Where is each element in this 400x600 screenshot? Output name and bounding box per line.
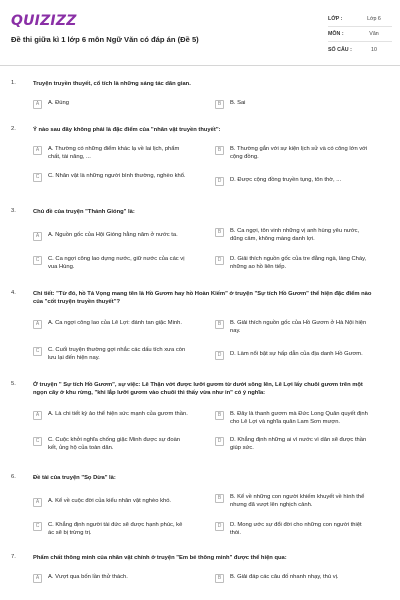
option-a[interactable] bbox=[33, 498, 188, 507]
option-c[interactable] bbox=[33, 437, 188, 452]
option-text: B. Sai bbox=[230, 100, 246, 106]
question-text: Chi tiết: "Từ đó, hồ Tả Vọng mang tên là Hồ Gươm hay hồ Hoàn Kiếm" ở truyện "Sự tích Hồ Gươm" thể hiện đặc điểm nào của "cốt truyện truyền thuyết"? bbox=[33, 291, 372, 305]
option-text: A. Là chi tiết kỳ ảo thể hiện sức mạnh của gươm thần. bbox=[48, 411, 188, 417]
meta-row-class bbox=[328, 12, 392, 27]
option-letter-box[interactable]: B bbox=[215, 411, 224, 420]
meta-value: Văn bbox=[369, 31, 379, 37]
option-b[interactable] bbox=[215, 228, 370, 243]
option-b[interactable] bbox=[215, 320, 370, 335]
option-letter-box[interactable]: C bbox=[33, 437, 42, 446]
option-text: C. Cuối truyện thường gợi nhắc các dấu tích xưa còn lưu lại đến hiện nay. bbox=[48, 347, 186, 361]
option-c[interactable] bbox=[33, 256, 188, 271]
question-text: Ý nào sau đây không phải là đặc điểm của "nhân vật truyền thuyết": bbox=[33, 127, 221, 133]
option-letter-box[interactable]: A bbox=[33, 411, 42, 420]
question-number: 1. bbox=[11, 80, 16, 86]
option-letter-box[interactable]: C bbox=[33, 173, 42, 182]
option-d[interactable] bbox=[215, 256, 370, 271]
option-letter-box[interactable]: A bbox=[33, 574, 42, 583]
option-letter-box[interactable]: C bbox=[33, 522, 42, 531]
option-letter-box[interactable]: A bbox=[33, 498, 42, 507]
option-text: B. Ca ngợi, tôn vinh những vị anh hùng yêu nước, dũng cảm, không màng danh lợi. bbox=[230, 228, 360, 242]
option-letter-box[interactable]: B bbox=[215, 100, 224, 109]
option-text: B. Đây là thanh gươm mà Đức Long Quân quyết định cho Lê Lợi và nghĩa quân Lam Sơn mượn. bbox=[230, 411, 368, 425]
meta-label: LỚP : bbox=[328, 16, 343, 22]
meta-row-count bbox=[328, 42, 392, 57]
option-text: D. Khẳng định những ai vì nước vì dân sẽ được thần giúp sức. bbox=[230, 437, 367, 451]
option-text: D. Được cộng đồng truyền tụng, tôn thờ, ... bbox=[230, 177, 342, 183]
option-d[interactable] bbox=[215, 437, 370, 452]
option-text: B. Giải thích nguồn gốc của Hồ Gươm ở Hà Nội hiện nay. bbox=[230, 320, 367, 334]
option-letter-box[interactable]: B bbox=[215, 574, 224, 583]
question-number: 5. bbox=[11, 381, 16, 387]
option-letter-box[interactable]: D bbox=[215, 437, 224, 446]
option-text: D. Giải thích nguồn gốc của tre đằng ngà, làng Cháy, những ao hồ liên tiếp. bbox=[230, 256, 367, 270]
option-text: C. Nhân vật là những người bình thường, nghèo khổ. bbox=[48, 173, 186, 179]
option-a[interactable] bbox=[33, 574, 188, 583]
option-letter-box[interactable]: B bbox=[215, 320, 224, 329]
option-letter-box[interactable]: D bbox=[215, 522, 224, 531]
option-letter-box[interactable]: A bbox=[33, 232, 42, 241]
question-text: Đề tài của truyện "Sọ Dừa" là: bbox=[33, 475, 116, 481]
question-text: Truyện truyền thuyết, cổ tích là những sáng tác dân gian. bbox=[33, 81, 191, 87]
option-text: A. Ca ngợi công lao của Lê Lợi: đánh tan giặc Minh. bbox=[48, 320, 182, 326]
option-c[interactable] bbox=[33, 173, 188, 182]
option-text: A. Thường có những điểm khác lạ về lai lịch, phẩm chất, tài năng, ... bbox=[48, 146, 180, 160]
question-text: Phẩm chất thông minh của nhân vật chính ở truyện "Em bé thông minh" được thể hiện qua: bbox=[33, 555, 287, 561]
option-text: C. Ca ngợi công lao dựng nước, giữ nước của các vị vua Hùng. bbox=[48, 256, 185, 270]
option-c[interactable] bbox=[33, 522, 188, 537]
option-a[interactable] bbox=[33, 100, 188, 109]
meta-value: Lớp 6 bbox=[367, 16, 381, 22]
option-text: B. Giải đáp các câu đố nhanh nhạy, thú vị. bbox=[230, 574, 339, 580]
option-letter-box[interactable]: A bbox=[33, 100, 42, 109]
option-c[interactable] bbox=[33, 347, 188, 362]
meta-label: SỐ CÂU : bbox=[328, 46, 352, 53]
option-b[interactable] bbox=[215, 146, 370, 161]
meta-row-subject bbox=[328, 27, 392, 42]
question-text: Ở truyện " Sự tích Hồ Gươm", sự việc: Lê Thận vớt được lưỡi gươm từ dưới sông lên, Lê Lợi lấy chuôi gươm trên một ngọn cây ở khu rừng, "khi lắp lưỡi gươm vào chuôi thì thấy vừa như in" có ý nghĩa: bbox=[33, 382, 363, 396]
question-number: 2. bbox=[11, 126, 16, 132]
option-a[interactable] bbox=[33, 320, 188, 329]
option-text: C. Cuộc khởi nghĩa chống giặc Minh được sự đoàn kết, ủng hộ của toàn dân. bbox=[48, 437, 181, 451]
meta-value: 10 bbox=[371, 46, 377, 53]
option-a[interactable] bbox=[33, 411, 188, 420]
option-b[interactable] bbox=[215, 574, 370, 583]
option-d[interactable] bbox=[215, 522, 370, 537]
option-text: A. Đúng bbox=[48, 100, 69, 106]
quizizz-logo: QUIZIZZ bbox=[11, 13, 77, 29]
option-letter-box[interactable]: A bbox=[33, 146, 42, 155]
option-a[interactable] bbox=[33, 232, 188, 241]
option-letter-box[interactable]: C bbox=[33, 347, 42, 356]
option-d[interactable] bbox=[215, 351, 370, 360]
meta-label: MÔN : bbox=[328, 31, 344, 37]
option-letter-box[interactable]: B bbox=[215, 494, 224, 503]
question-text: Chủ đề của truyện "Thánh Gióng" là: bbox=[33, 209, 135, 215]
option-letter-box[interactable]: A bbox=[33, 320, 42, 329]
option-letter-box[interactable]: D bbox=[215, 256, 224, 265]
option-b[interactable] bbox=[215, 411, 370, 426]
question-number: 3. bbox=[11, 208, 16, 214]
option-text: A. Nguồn gốc của Hội Gióng hằng năm ở nước ta. bbox=[48, 232, 178, 238]
option-text: D. Mong ước sự đổi đời cho những con người thiệt thòi. bbox=[230, 522, 362, 536]
option-letter-box[interactable]: B bbox=[215, 228, 224, 237]
option-letter-box[interactable]: D bbox=[215, 351, 224, 360]
option-b[interactable] bbox=[215, 494, 370, 509]
option-b[interactable] bbox=[215, 100, 370, 109]
option-text: B. Thường gắn với sự kiện lịch sử và có công lớn với cộng đồng. bbox=[230, 146, 368, 160]
option-text: D. Làm nổi bật sự hấp dẫn của địa danh Hồ Gươm. bbox=[230, 351, 363, 357]
question-number: 6. bbox=[11, 474, 16, 480]
option-text: A. Kể về cuộc đời của kiểu nhân vật nghèo khó. bbox=[48, 498, 172, 504]
option-text: B. Kể về những con người khiếm khuyết về hình thể nhưng đã vượt lên nghịch cảnh. bbox=[230, 494, 365, 508]
option-d[interactable] bbox=[215, 177, 370, 186]
option-letter-box[interactable]: B bbox=[215, 146, 224, 155]
option-letter-box[interactable]: D bbox=[215, 177, 224, 186]
question-number: 4. bbox=[11, 290, 16, 296]
option-a[interactable] bbox=[33, 146, 188, 161]
option-text: A. Vượt qua bốn lần thử thách. bbox=[48, 574, 128, 580]
document-title: Đề thi giữa kì 1 lớp 6 môn Ngữ Văn có đáp án (Đề 5) bbox=[11, 35, 199, 44]
document-header bbox=[0, 0, 400, 66]
option-text: C. Khẳng định người tài đức sẽ được hạnh phúc, kẻ ác sẽ bị trừng trị. bbox=[48, 522, 183, 536]
question-number: 7. bbox=[11, 554, 16, 560]
option-letter-box[interactable]: C bbox=[33, 256, 42, 265]
meta-box bbox=[328, 12, 392, 57]
